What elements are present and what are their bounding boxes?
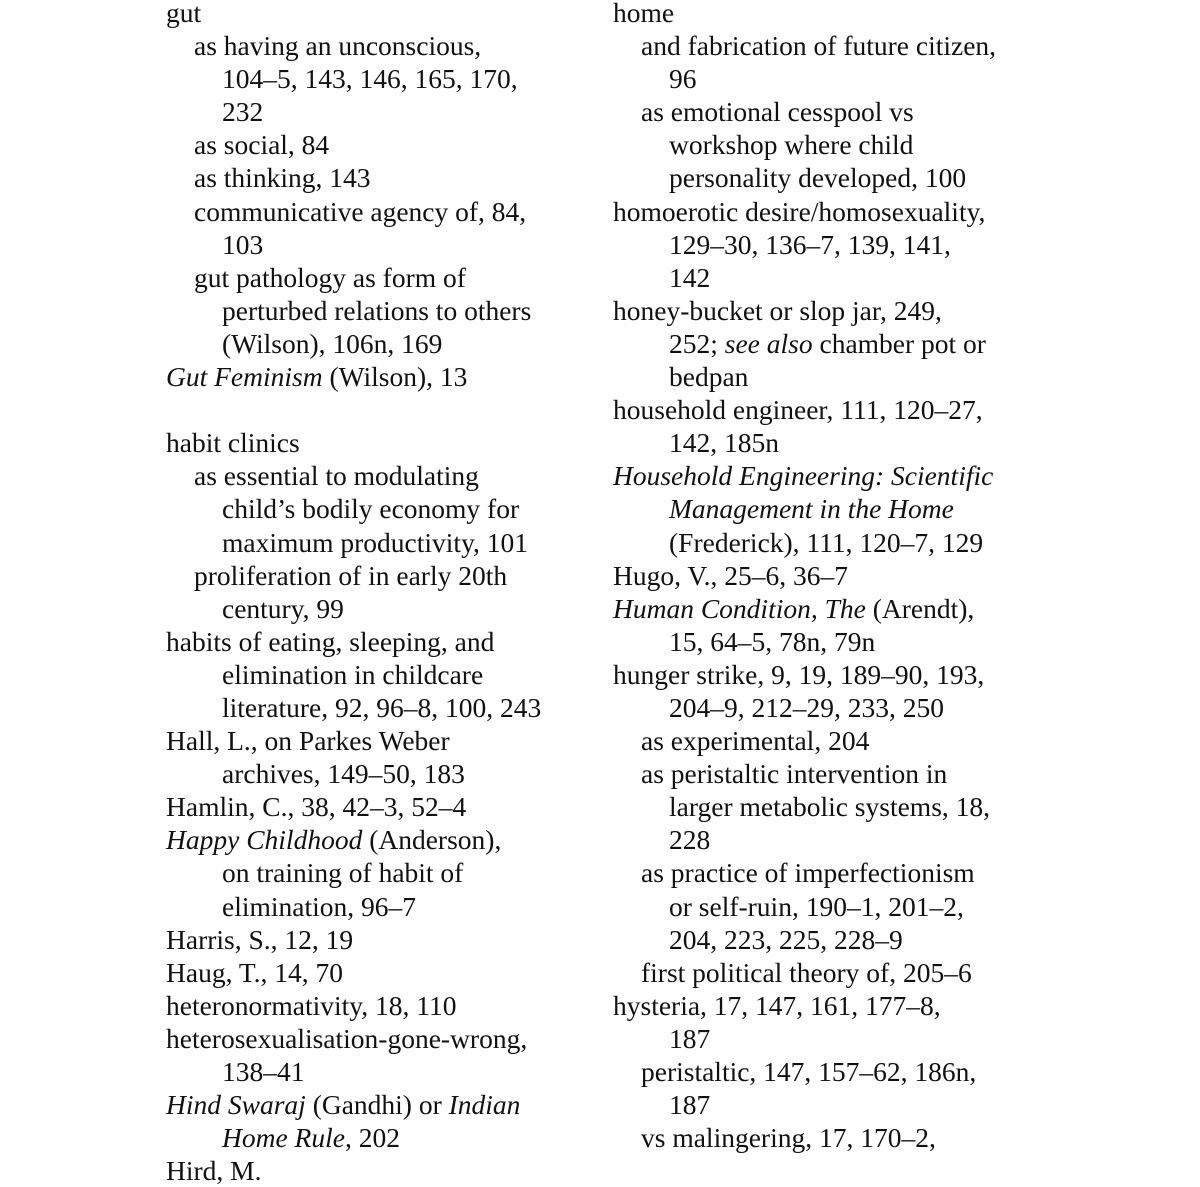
index-text: home xyxy=(613,0,675,28)
index-subentry xyxy=(613,790,1053,823)
index-entry xyxy=(166,989,596,1022)
index-text: chamber pot or xyxy=(812,327,986,359)
index-title-text: Home Rule xyxy=(222,1122,345,1154)
index-text: century, 99 xyxy=(222,592,344,624)
index-text: (Gandhi) or xyxy=(305,1089,449,1121)
index-subentry xyxy=(613,62,1053,95)
index-subentry xyxy=(613,228,1053,261)
index-column-left xyxy=(166,0,596,1187)
index-text: gut xyxy=(166,0,202,28)
index-text: and fabrication of future citizen, xyxy=(641,30,997,62)
index-subentry xyxy=(166,459,596,492)
index-subentry xyxy=(166,161,596,194)
index-subentry xyxy=(613,923,1053,956)
index-text: as peristaltic intervention in xyxy=(641,758,948,790)
index-column-right xyxy=(613,0,1053,1154)
index-entry xyxy=(166,923,596,956)
index-text: (Wilson), 106n, 169 xyxy=(222,327,443,359)
index-text: bedpan xyxy=(669,361,749,393)
index-text: as experimental, 204 xyxy=(641,725,870,757)
index-subentry xyxy=(166,890,596,923)
index-subentry xyxy=(166,261,596,294)
index-text: archives, 149–50, 183 xyxy=(222,758,465,790)
index-entry xyxy=(166,0,596,29)
index-text: child’s bodily economy for xyxy=(222,493,520,525)
index-text: elimination, 96–7 xyxy=(222,890,417,922)
index-text: homoerotic desire/homosexuality, xyxy=(613,195,986,227)
index-entry xyxy=(166,956,596,989)
index-text: habits of eating, sleeping, and xyxy=(166,625,495,657)
index-text: Hall, L., on Parkes Weber xyxy=(166,725,450,757)
index-entry xyxy=(166,1154,596,1187)
index-subentry xyxy=(166,592,596,625)
index-text: 138–41 xyxy=(222,1056,305,1087)
index-text: vs malingering, 17, 170–2, xyxy=(641,1122,936,1154)
index-title-text: Human Condition, The xyxy=(613,592,866,624)
index-subentry xyxy=(613,261,1053,294)
index-text: 204, 223, 225, 228–9 xyxy=(669,923,903,955)
index-title-text: Indian xyxy=(448,1089,521,1121)
index-text: on training of habit of xyxy=(222,857,464,889)
index-entry xyxy=(613,294,1053,327)
index-subentry xyxy=(613,956,1053,989)
index-title-text: Household Engineering: Scientific xyxy=(613,460,994,492)
index-text: or self-ruin, 190–1, 201–2, xyxy=(669,890,964,922)
index-subentry xyxy=(613,526,1053,559)
index-entry xyxy=(166,625,596,658)
index-text: (Frederick), 111, 120–7, 129 xyxy=(669,526,984,558)
index-entry xyxy=(613,459,1053,492)
index-text: peristaltic, 147, 157–62, 186n, xyxy=(641,1056,977,1087)
index-subentry xyxy=(166,95,596,128)
index-subentry xyxy=(166,757,596,790)
index-text: first political theory of, 205–6 xyxy=(641,956,972,988)
index-text: Harris, S., 12, 19 xyxy=(166,923,354,955)
index-subentry xyxy=(613,1022,1053,1055)
index-text: 142, 185n xyxy=(669,427,779,459)
index-subentry xyxy=(613,29,1053,62)
index-subentry xyxy=(166,492,596,525)
index-text: Hamlin, C., 38, 42–3, 52–4 xyxy=(166,791,467,823)
index-subentry xyxy=(613,724,1053,757)
index-text: Hugo, V., 25–6, 36–7 xyxy=(613,559,849,591)
index-subentry xyxy=(613,95,1053,128)
index-subentry xyxy=(613,1088,1053,1121)
index-text: maximum productivity, 101 xyxy=(222,526,529,558)
index-subentry xyxy=(166,1121,596,1154)
index-entry xyxy=(166,724,596,757)
index-subentry xyxy=(613,1055,1053,1088)
index-text: 103 xyxy=(222,228,264,260)
index-text: (Anderson), xyxy=(362,824,502,856)
index-text: , 202 xyxy=(344,1122,400,1154)
index-text: hunger strike, 9, 19, 189–90, 193, xyxy=(613,658,985,690)
index-text: personality developed, 100 xyxy=(669,162,967,194)
index-text: as emotional cesspool vs xyxy=(641,96,914,128)
index-subentry xyxy=(613,327,1053,360)
index-subentry xyxy=(613,161,1053,194)
index-subentry xyxy=(166,1055,596,1088)
index-gap xyxy=(166,393,596,426)
index-title-text: Gut Feminism xyxy=(166,361,323,393)
index-subentry xyxy=(166,128,596,161)
index-text: perturbed relations to others xyxy=(222,294,532,326)
index-text: 204–9, 212–29, 233, 250 xyxy=(669,691,944,723)
index-subentry xyxy=(613,856,1053,889)
index-text: (Wilson), 13 xyxy=(322,361,468,393)
index-entry xyxy=(166,790,596,823)
index-text: honey-bucket or slop jar, 249, xyxy=(613,294,942,326)
index-subentry xyxy=(613,691,1053,724)
index-subentry xyxy=(166,856,596,889)
index-text: larger metabolic systems, 18, xyxy=(669,791,991,823)
index-text: as social, 84 xyxy=(194,129,330,161)
index-entry xyxy=(613,559,1053,592)
index-text: 187 xyxy=(669,1022,711,1054)
index-text: (Arendt), xyxy=(865,592,975,624)
index-entry xyxy=(166,360,596,393)
index-entry xyxy=(166,823,596,856)
index-text: household engineer, 111, 120–27, xyxy=(613,394,983,426)
index-entry xyxy=(613,989,1053,1022)
index-text: habit clinics xyxy=(166,427,300,459)
index-entry xyxy=(613,592,1053,625)
index-text: 104–5, 143, 146, 165, 170, xyxy=(222,63,518,95)
index-text: as thinking, 143 xyxy=(194,162,371,194)
index-title-text: Happy Childhood xyxy=(166,824,363,856)
index-subentry xyxy=(166,526,596,559)
index-subentry xyxy=(613,128,1053,161)
index-subentry xyxy=(613,757,1053,790)
index-subentry xyxy=(166,327,596,360)
index-subentry xyxy=(166,228,596,261)
index-text: 187 xyxy=(669,1089,711,1121)
index-entry xyxy=(166,426,596,459)
index-subentry xyxy=(166,294,596,327)
index-title-text: Hind Swaraj xyxy=(166,1089,306,1121)
index-text: heteronormativity, 18, 110 xyxy=(166,989,457,1021)
index-text: workshop where child xyxy=(669,129,914,161)
index-text: 252; xyxy=(669,327,725,359)
index-text: Haug, T., 14, 70 xyxy=(166,956,343,988)
index-text: 228 xyxy=(669,824,711,856)
index-subentry xyxy=(166,195,596,228)
index-title-text: see also xyxy=(724,327,813,359)
index-entry xyxy=(613,0,1053,29)
index-subentry xyxy=(613,823,1053,856)
index-text: 129–30, 136–7, 139, 141, xyxy=(669,228,951,260)
index-subentry xyxy=(166,658,596,691)
index-text: literature, 92, 96–8, 100, 243 xyxy=(222,691,542,723)
index-entry xyxy=(613,195,1053,228)
index-text: elimination in childcare xyxy=(222,658,484,690)
index-text: gut pathology as form of xyxy=(194,261,466,293)
index-subentry xyxy=(613,625,1053,658)
index-subentry xyxy=(613,1121,1053,1154)
index-text: heterosexualisation-gone-wrong, xyxy=(166,1022,528,1054)
index-text: 15, 64–5, 78n, 79n xyxy=(669,625,876,657)
index-subentry xyxy=(166,29,596,62)
index-title-text: Management in the Home xyxy=(669,493,954,525)
index-subentry xyxy=(613,492,1053,525)
index-text: communicative agency of, 84, xyxy=(194,195,527,227)
index-subentry xyxy=(613,890,1053,923)
index-entry xyxy=(613,393,1053,426)
index-entry xyxy=(613,658,1053,691)
index-subentry xyxy=(166,559,596,592)
index-entry xyxy=(166,1088,596,1121)
index-text: 142 xyxy=(669,261,711,293)
index-text: proliferation of in early 20th xyxy=(194,559,508,591)
index-subentry xyxy=(613,426,1053,459)
index-text: 96 xyxy=(669,63,697,95)
index-subentry xyxy=(166,691,596,724)
index-text: as practice of imperfectionism xyxy=(641,857,975,889)
index-entry xyxy=(166,1022,596,1055)
index-subentry xyxy=(166,62,596,95)
index-text: Hird, M. xyxy=(166,1155,262,1187)
index-text: 232 xyxy=(222,96,264,128)
index-subentry xyxy=(613,360,1053,393)
index-text: hysteria, 17, 147, 161, 177–8, xyxy=(613,989,941,1021)
index-text: as having an unconscious, xyxy=(194,30,482,62)
index-text: as essential to modulating xyxy=(194,460,479,492)
